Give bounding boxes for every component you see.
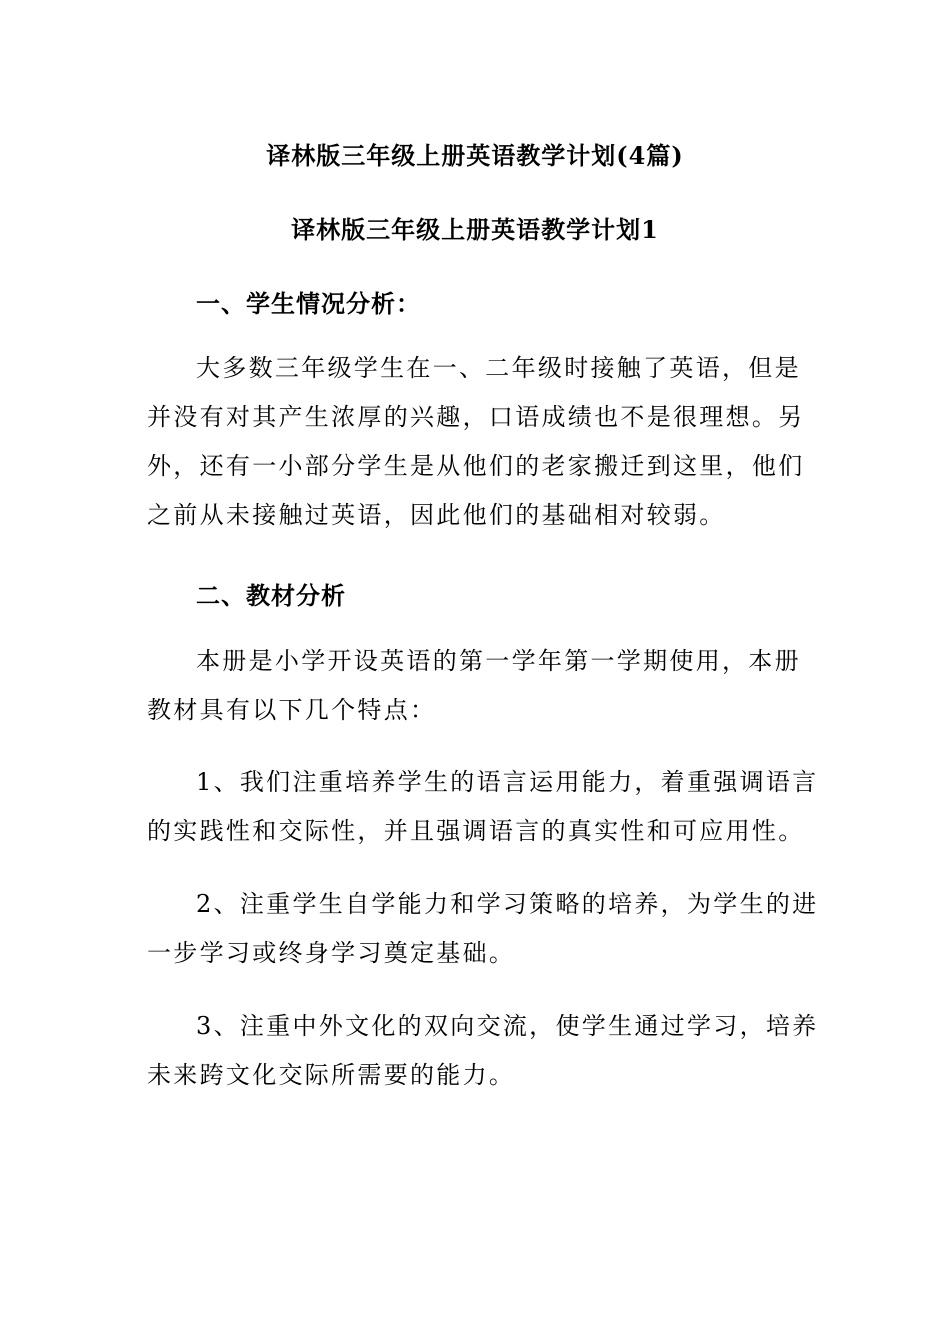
paragraph-line: 外，还有一小部分学生是从他们的老家搬迁到这里，他们 — [147, 452, 805, 480]
paragraph-student-analysis — [147, 344, 807, 540]
document-subtitle: 译林版三年级上册英语教学计划1 — [291, 215, 659, 244]
paragraph-line: 未来跨文化交际所需要的能力。 — [147, 1061, 516, 1089]
paragraph-line: 本册是小学开设英语的第一学年第一学期使用，本册 — [196, 647, 801, 675]
section-heading-student-analysis: 一、学生情况分析： — [196, 289, 421, 318]
paragraph-point-1 — [147, 758, 819, 856]
paragraph-line: 3、注重中外文化的双向交流，使学生通过学习，培养 — [196, 1012, 819, 1040]
paragraph-point-3 — [147, 1002, 819, 1100]
paragraph-line: 大多数三年级学生在一、二年级时接触了英语，但是 — [196, 354, 801, 382]
document-title: 译林版三年级上册英语教学计划(4篇) — [266, 141, 684, 170]
section-heading-textbook-analysis: 二、教材分析 — [196, 581, 346, 610]
paragraph-line: 的实践性和交际性，并且强调语言的真实性和可应用性。 — [147, 817, 805, 845]
paragraph-line: 1、我们注重培养学生的语言运用能力，着重强调语言 — [196, 768, 819, 796]
paragraph-textbook-intro — [147, 637, 807, 735]
paragraph-line: 一步学习或终身学习奠定基础。 — [147, 939, 516, 967]
paragraph-line: 2、注重学生自学能力和学习策略的培养，为学生的进 — [196, 890, 819, 918]
paragraph-line: 并没有对其产生浓厚的兴趣，口语成绩也不是很理想。另 — [147, 403, 805, 431]
paragraph-line: 教材具有以下几个特点： — [147, 696, 437, 724]
paragraph-line: 之前从未接触过英语，因此他们的基础相对较弱。 — [147, 501, 726, 529]
paragraph-point-2 — [147, 880, 819, 978]
